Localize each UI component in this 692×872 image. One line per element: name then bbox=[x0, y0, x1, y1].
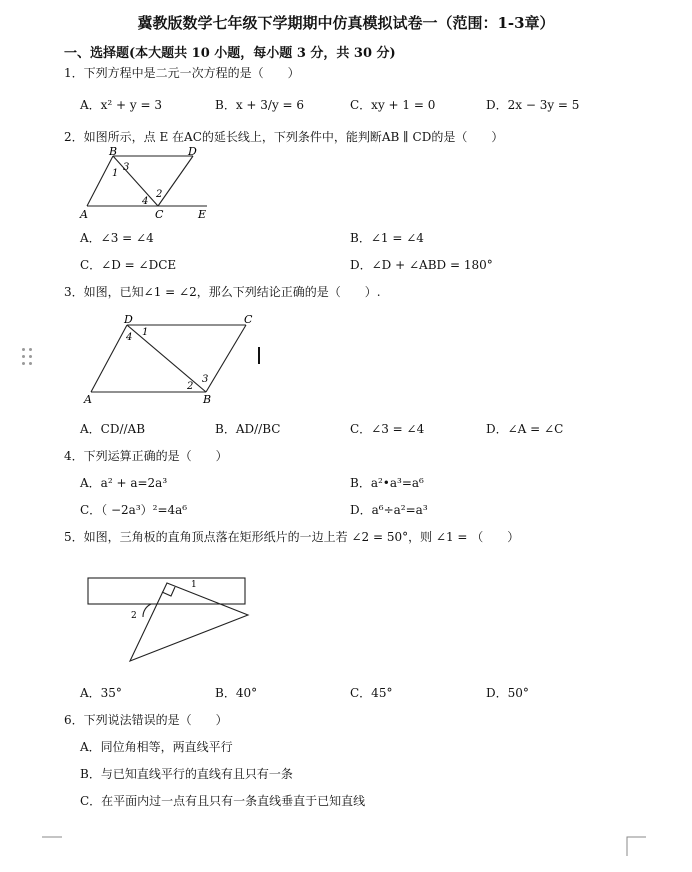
q2-option-c: C．∠D = ∠DCE bbox=[80, 258, 177, 272]
q2-label-2: 2 bbox=[156, 189, 163, 200]
q1-option-b: B．x + 3/y = 6 bbox=[215, 98, 305, 112]
q6-option-a: A．同位角相等，两直线平行 bbox=[80, 740, 233, 754]
section-heading: 一、选择题(本大题共 10 小题，每小题 3 分，共 30 分) bbox=[64, 46, 396, 61]
question-3-stem: 3．如图，已知∠1 = ∠2，那么下列结论正确的是（ ）. bbox=[64, 285, 381, 299]
q2-option-d: D．∠D + ∠ABD = 180° bbox=[350, 258, 493, 272]
q3-label-a: A bbox=[84, 393, 92, 406]
q2-label-d: D bbox=[188, 146, 197, 158]
q3-label-2: 2 bbox=[187, 381, 194, 392]
q2-label-a: A bbox=[80, 208, 88, 221]
q2-label-4: 4 bbox=[142, 196, 149, 207]
page-corner-mark-right bbox=[626, 836, 646, 856]
q2-label-b: B bbox=[109, 146, 118, 158]
q5-option-a: A．35° bbox=[80, 686, 122, 700]
set-square bbox=[130, 583, 248, 661]
segment-dc bbox=[158, 156, 193, 206]
q4-option-a: A．a² + a=2a³ bbox=[80, 476, 168, 490]
question-1-stem: 1．下列方程中是二元一次方程的是（ ） bbox=[64, 66, 300, 80]
q3-option-d: D．∠A = ∠C bbox=[486, 422, 564, 436]
q5-figure bbox=[82, 570, 252, 665]
q5-label-1: 1 bbox=[191, 580, 197, 590]
q2-label-3: 3 bbox=[123, 162, 130, 173]
q3-label-1: 1 bbox=[142, 327, 149, 338]
q3-label-4: 4 bbox=[126, 332, 133, 343]
segment-cb bbox=[206, 325, 246, 392]
q2-option-a: A．∠3 = ∠4 bbox=[80, 231, 154, 245]
q3-label-3: 3 bbox=[202, 374, 209, 385]
q4-option-c: C．（ −2a³）²=4a⁶ bbox=[80, 503, 188, 517]
segment-ad bbox=[91, 325, 127, 392]
q3-option-a: A．CD//AB bbox=[80, 422, 146, 436]
q2-option-b: B．∠1 = ∠4 bbox=[350, 231, 424, 245]
diagonal-db bbox=[127, 325, 209, 392]
q4-option-b: B．a²•a³=a⁶ bbox=[350, 476, 424, 490]
q3-option-c: C．∠3 = ∠4 bbox=[350, 422, 425, 436]
page-corner-mark-left bbox=[42, 836, 62, 856]
question-6-stem: 6．下列说法错误的是（ ） bbox=[64, 713, 228, 727]
q1-option-a: A．x² + y = 3 bbox=[80, 98, 163, 112]
q3-label-b: B bbox=[203, 393, 212, 406]
q2-label-c: C bbox=[155, 208, 164, 221]
segment-ab bbox=[87, 156, 113, 206]
q2-label-1: 1 bbox=[112, 168, 119, 179]
q5-option-c: C．45° bbox=[350, 686, 393, 700]
q1-option-d: D．2x − 3y = 5 bbox=[486, 98, 580, 112]
q3-figure bbox=[78, 310, 268, 408]
question-2-stem: 2．如图所示，点 E 在AC的延长线上，下列条件中，能判断AB ∥ CD的是（ ） bbox=[64, 130, 504, 144]
angle-2-arc bbox=[143, 604, 151, 617]
q6-option-c: C．在平面内过一点有且只有一条直线垂直于已知直线 bbox=[80, 794, 366, 808]
segment-bc bbox=[113, 156, 158, 206]
q5-option-d: D．50° bbox=[486, 686, 529, 700]
q3-label-d: D bbox=[124, 313, 133, 326]
q4-option-d: D．a⁶÷a²=a³ bbox=[350, 503, 428, 517]
q1-option-c: C．xy + 1 = 0 bbox=[350, 98, 436, 112]
paper-rectangle bbox=[88, 578, 245, 604]
q2-label-e: E bbox=[198, 208, 207, 221]
q3-option-b: B．AD//BC bbox=[215, 422, 281, 436]
question-4-stem: 4．下列运算正确的是（ ） bbox=[64, 449, 228, 463]
question-5-stem: 5．如图，三角板的直角顶点落在矩形纸片的一边上若 ∠2 = 50°，则 ∠1 = （ ） bbox=[64, 530, 520, 544]
q2-figure bbox=[78, 146, 228, 222]
q5-label-2: 2 bbox=[131, 611, 137, 621]
q6-option-b: B．与已知直线平行的直线有且只有一条 bbox=[80, 767, 293, 781]
q5-option-b: B．40° bbox=[215, 686, 258, 700]
text-cursor bbox=[258, 347, 260, 364]
page-title: 冀教版数学七年级下学期期中仿真模拟试卷一（范围：1-3章） bbox=[137, 14, 555, 32]
q3-label-c: C bbox=[244, 313, 253, 326]
drag-handle-icon[interactable] bbox=[22, 348, 34, 366]
